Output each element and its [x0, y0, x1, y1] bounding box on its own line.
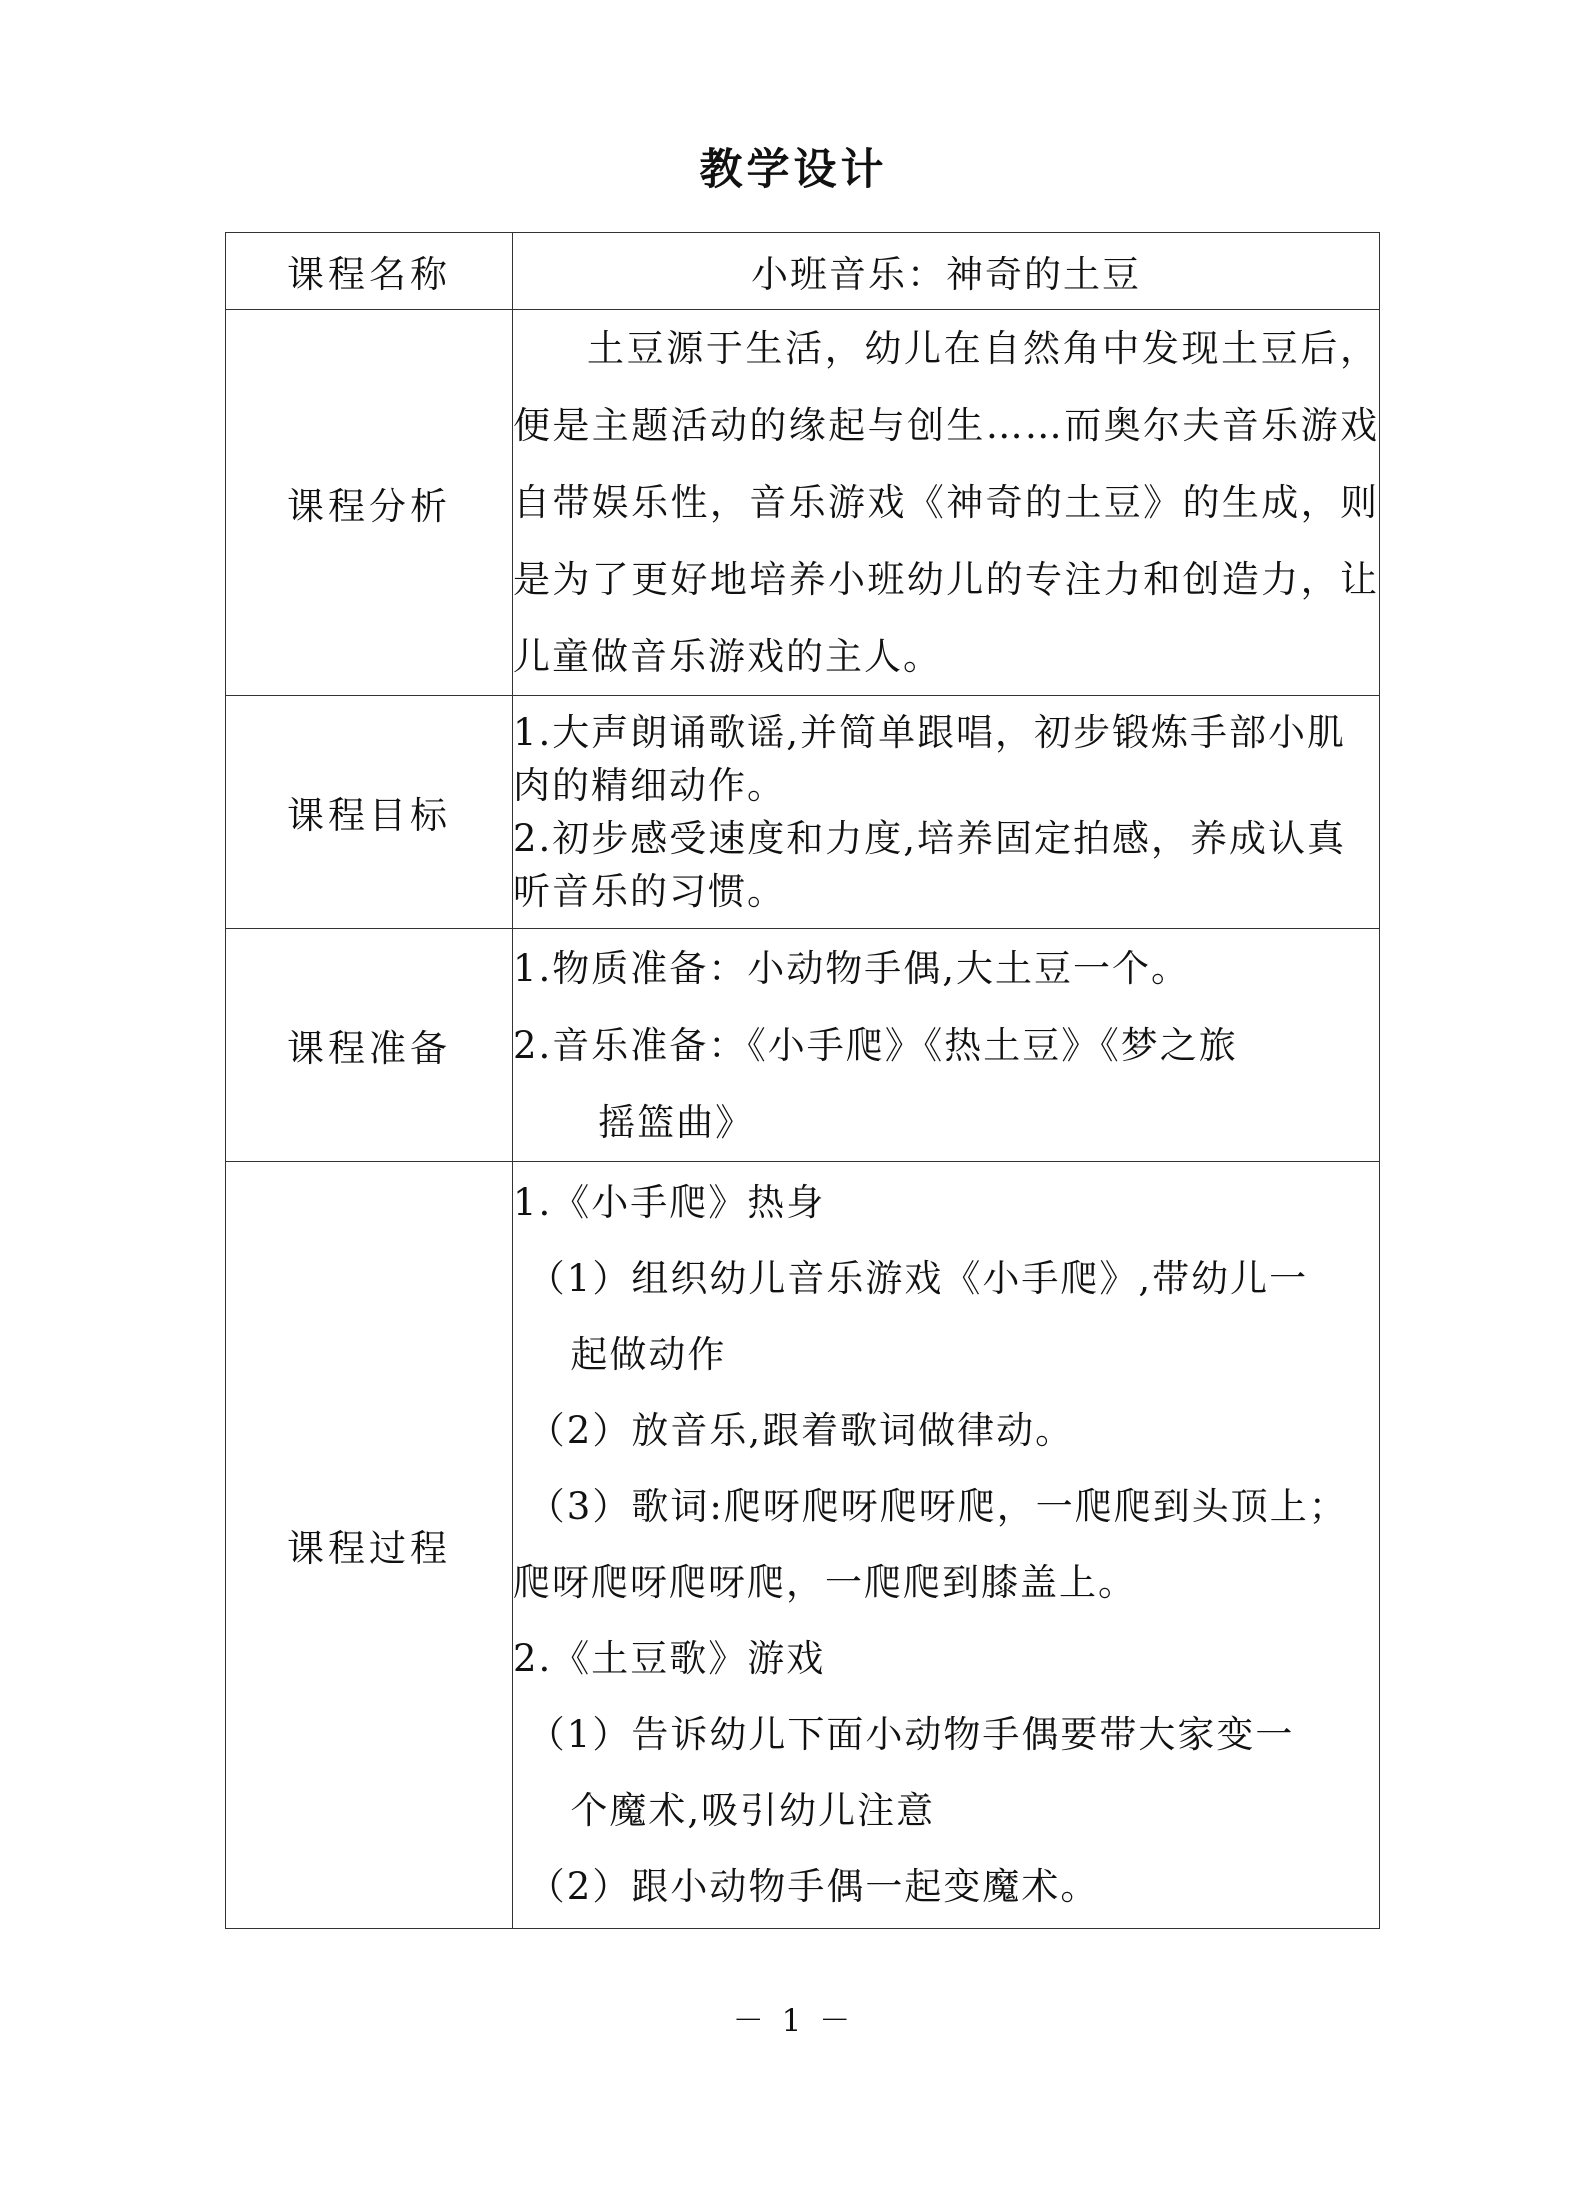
- goal-item: 1.大声朗诵歌谣,并简单跟唱，初步锻炼手部小肌肉的精细动作。: [513, 711, 1347, 807]
- prep-item: 1.物质准备：小动物手偶,大土豆一个。: [513, 946, 1191, 990]
- prep-item-continuation: 摇篮曲》: [598, 1100, 755, 1144]
- process-substep-continuation: 爬呀爬呀爬呀爬，一爬爬到膝盖上。: [513, 1561, 1137, 1604]
- label-course-goal: 课程目标: [226, 696, 513, 929]
- row-course-prep: [226, 929, 1380, 1162]
- process-substep: （1）组织幼儿音乐游戏《小手爬》,带幼儿一: [527, 1257, 1309, 1300]
- process-substep: （2）跟小动物手偶一起变魔术。: [527, 1865, 1100, 1908]
- row-course-analysis: [226, 310, 1380, 696]
- process-substep-continuation: 起做动作: [570, 1333, 727, 1376]
- process-step-title: 2.《土豆歌》游戏: [513, 1637, 826, 1680]
- label-course-prep: 课程准备: [226, 929, 513, 1162]
- process-substep: （1）告诉幼儿下面小动物手偶要带大家变一: [527, 1713, 1295, 1756]
- document-title: 教学设计: [699, 145, 888, 195]
- row-course-name: [226, 233, 1380, 310]
- value-course-name: 小班音乐：神奇的土豆: [513, 233, 1380, 310]
- value-course-process: [513, 1162, 1380, 1929]
- value-course-analysis: [513, 310, 1380, 696]
- row-course-goal: [226, 696, 1380, 929]
- row-course-process: [226, 1162, 1380, 1929]
- goal-item: 2.初步感受速度和力度,培养固定拍感，养成认真听音乐的习惯。: [513, 817, 1347, 913]
- process-step-title: 1.《小手爬》热身: [513, 1181, 826, 1224]
- process-substep: （3）歌词:爬呀爬呀爬呀爬，一爬爬到头顶上；: [527, 1485, 1348, 1528]
- lesson-plan-table: [225, 232, 1380, 1929]
- page-number: － 1 －: [732, 2003, 855, 2039]
- label-course-name: 课程名称: [226, 233, 513, 310]
- value-course-prep: [513, 929, 1380, 1162]
- value-course-goal: [513, 696, 1380, 929]
- label-course-process: 课程过程: [226, 1162, 513, 1929]
- prep-item: 2.音乐准备：《小手爬》《热土豆》《梦之旅: [513, 1023, 1238, 1067]
- label-course-analysis: 课程分析: [226, 310, 513, 696]
- process-substep-continuation: 个魔术,吸引幼儿注意: [570, 1789, 936, 1832]
- analysis-paragraph: 土豆源于生活，幼儿在自然角中发现土豆后，便是主题活动的缘起与创生……而奥尔夫音乐游戏自带娱乐性，音乐游戏《神奇的土豆》的生成，则是为了更好地培养小班幼儿的专注力和创造力，让儿童做音乐游戏的主人。: [513, 327, 1379, 678]
- process-substep: （2）放音乐,跟着歌词做律动。: [527, 1409, 1075, 1452]
